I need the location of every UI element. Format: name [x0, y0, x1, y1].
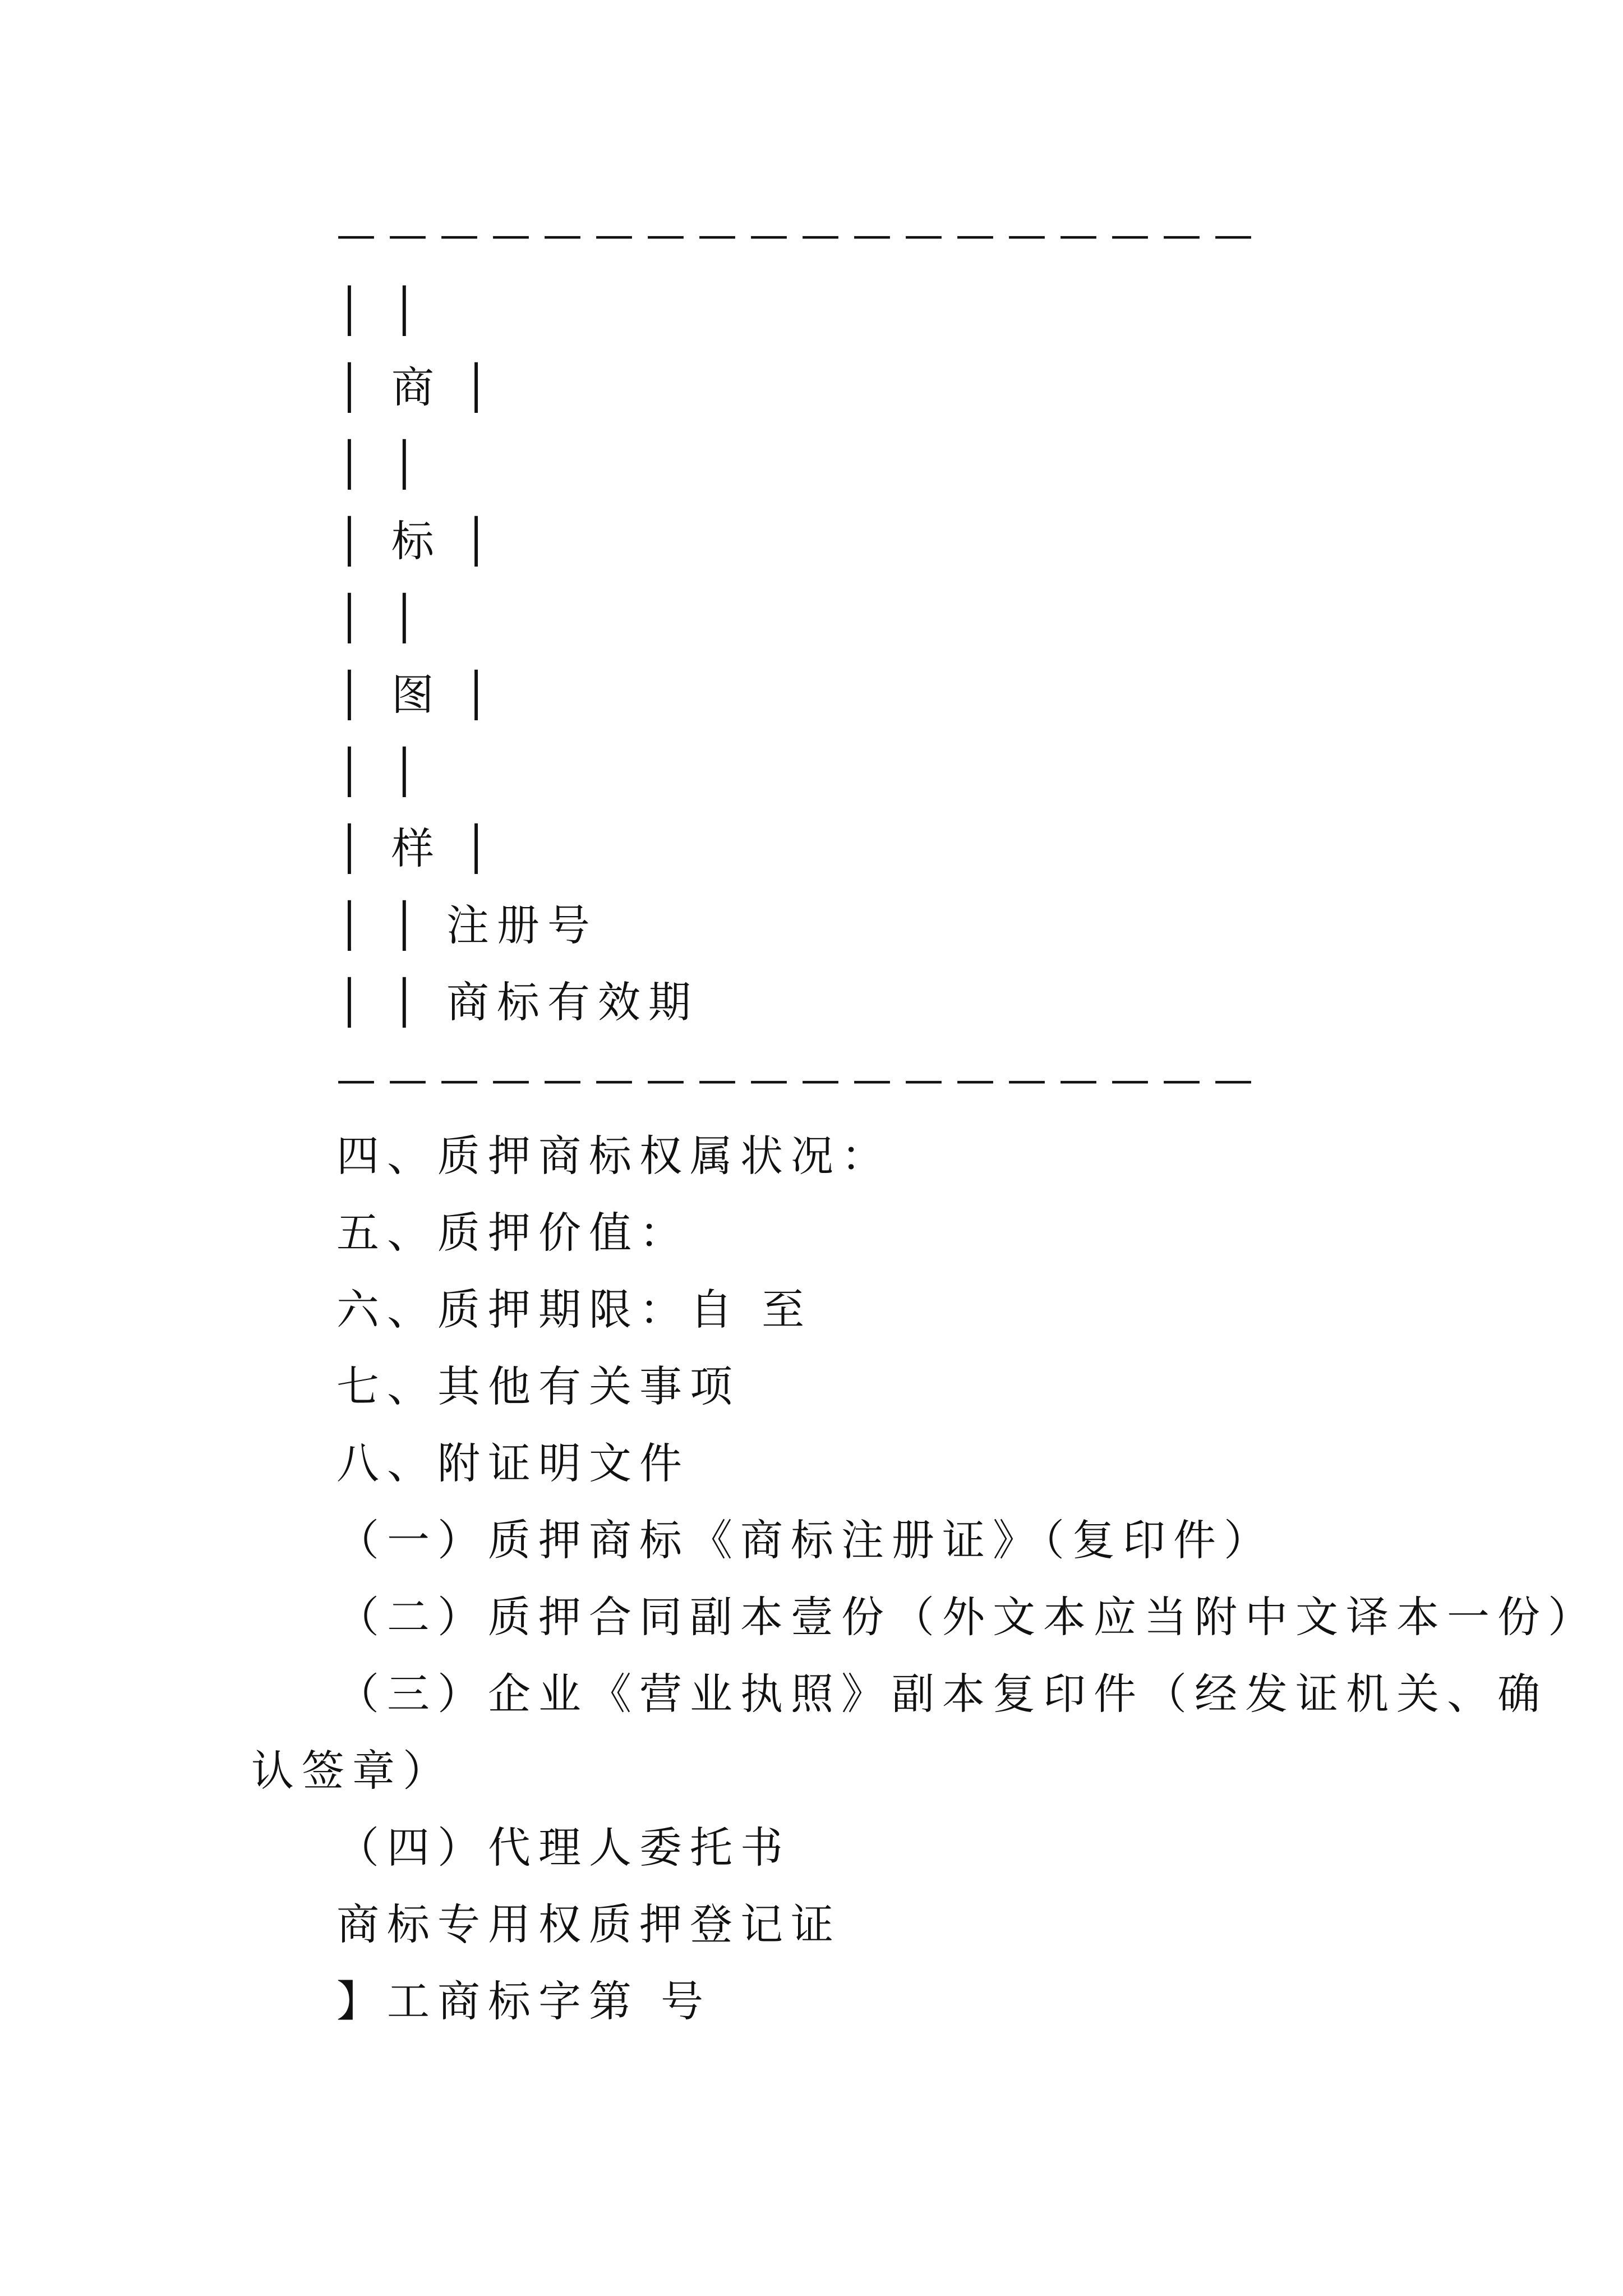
- box-row-3: │ │: [336, 439, 425, 489]
- box-row-5: │ │: [336, 593, 425, 643]
- item-ownership-status: 四、质押商标权属状况：: [336, 1131, 892, 1181]
- box-row-1: │ │: [336, 286, 425, 335]
- attachment-2: （二）质押合同副本壹份（外文本应当附中文译本一份）: [336, 1592, 1598, 1642]
- item-attached-documents: 八、附证明文件: [336, 1438, 690, 1488]
- box-row-4: │ 标 │: [336, 516, 497, 566]
- box-row-validity-period: │ │ 商标有效期: [336, 977, 699, 1027]
- box-bottom-rule: ——————————————————: [336, 1056, 1265, 1102]
- box-row-7: │ │: [336, 747, 425, 797]
- item-pledge-term: 六、质押期限：自 至: [336, 1285, 813, 1335]
- attachment-3-line-2: 认签章）: [251, 1746, 453, 1796]
- box-row-2: │ 商 │: [336, 362, 497, 412]
- box-row-registration-no: │ │ 注册号: [336, 900, 598, 950]
- item-other-matters: 七、其他有关事项: [336, 1361, 740, 1411]
- certificate-number: 】工商标字第 号: [336, 1976, 712, 2026]
- attachment-1: （一）质押商标《商标注册证》（复印件）: [336, 1515, 1274, 1565]
- attachment-4: （四）代理人委托书: [336, 1823, 791, 1872]
- item-pledge-value: 五、质押价值：: [336, 1208, 690, 1258]
- attachment-3-line-1: （三）企业《营业执照》副本复印件（经发证机关、确: [336, 1669, 1548, 1719]
- box-top-rule: ——————————————————: [336, 211, 1265, 257]
- certificate-title: 商标专用权质押登记证: [336, 1899, 841, 1949]
- box-row-8: │ 样 │: [336, 823, 497, 873]
- box-row-6: │ 图 │: [336, 670, 497, 720]
